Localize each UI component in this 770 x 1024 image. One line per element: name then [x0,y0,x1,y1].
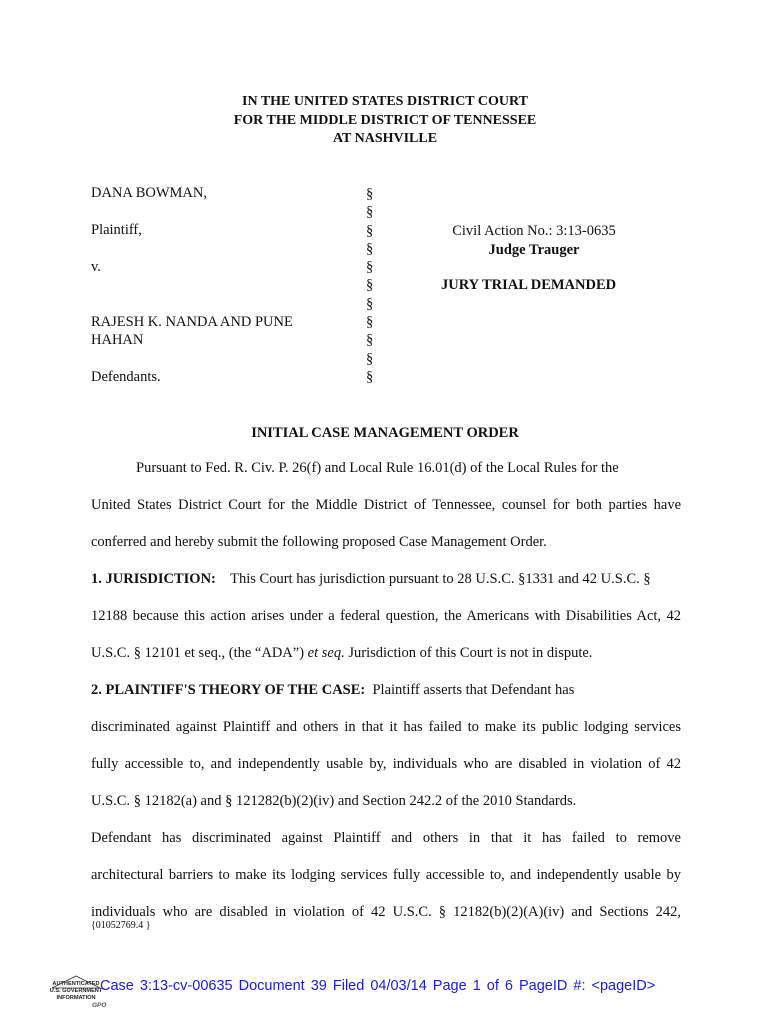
section-symbol: § [366,240,374,257]
court-line-2: FOR THE MIDDLE DISTRICT OF TENNESSEE [233,112,537,128]
jurisdiction-text: This Court has jurisdiction pursuant to 28 U.S.C. §1331 and 42 U.S.C. § [230,571,651,587]
paragraph-line: individuals who are disabled in violation of 42 U.S.C. § 12182(b)(2)(A)(iv) and Sections 242, [91,904,681,920]
text-span: U.S.C. § 12101 et seq., (the “ADA”) [91,645,308,661]
paragraph-line: architectural barriers to make its lodging services fully accessible to, and independently usable by [91,867,681,883]
section-symbol: § [366,295,374,312]
plaintiff-role: Plaintiff, [91,222,142,238]
paragraph-line [91,645,592,662]
document-id: {01052769.4 } [91,920,151,931]
defendant-name-line-1: RAJESH K. NANDA AND PUNE [91,314,293,330]
section-symbol: § [366,277,374,294]
section-symbol: § [366,204,374,221]
italic-citation: et seq. [307,645,345,661]
versus: v. [91,259,101,275]
jurisdiction-section-line [91,571,651,588]
theory-heading: 2. PLAINTIFF'S THEORY OF THE CASE: [91,682,366,698]
paragraph-line: U.S.C. § 12182(a) and § 121282(b)(2)(iv) and Section 242.2 of the 2010 Standards. [91,793,577,809]
court-footer [0,970,770,1010]
section-symbol: § [366,259,374,276]
defendant-role: Defendants. [91,369,161,385]
text-span: Jurisdiction of this Court is not in dispute. [344,645,593,661]
case-info [444,222,624,260]
paragraph-line: conferred and hereby submit the following proposed Case Management Order. [91,534,547,550]
section-symbol: § [366,332,374,349]
section-symbol: § [366,350,374,367]
court-line-1: IN THE UNITED STATES DISTRICT COURT [242,94,528,109]
court-header [0,93,770,149]
court-line-3: AT NASHVILLE [332,131,438,146]
section-symbol: § [366,186,374,202]
svg-text:U.S. GOVERNMENT: U.S. GOVERNMENT [49,988,103,994]
jurisdiction-heading: 1. JURISDICTION: [91,571,216,587]
plaintiff-name: DANA BOWMAN, [91,185,207,201]
paragraph-line: discriminated against Plaintiff and others in that it has failed to make its public lodging services [91,719,681,735]
paragraph-line: Pursuant to Fed. R. Civ. P. 26(f) and Local Rule 16.01(d) of the Local Rules for the [136,460,619,476]
theory-text: Plaintiff asserts that Defendant has [372,682,575,698]
paragraph-line: United States District Court for the Middle District of Tennessee, counsel for both parties have [91,497,681,513]
theory-section-line [91,682,574,699]
paragraph-line: 12188 because this action arises under a federal question, the Americans with Disabilities Act, 42 [91,608,681,624]
section-symbol: § [366,314,374,331]
section-symbol-column [366,185,378,386]
section-symbol: § [366,368,374,385]
paragraph-line: Defendant has discriminated against Plaintiff and others in that it has failed to remove [91,830,681,846]
jury-demand: JURY TRIAL DEMANDED [441,277,617,293]
judge-name: Judge Trauger [488,242,580,258]
defendant-name-line-2: HAHAN [91,332,144,348]
order-title: INITIAL CASE MANAGEMENT ORDER [251,425,519,441]
paragraph-line: fully accessible to, and independently usable by, individuals who are disabled in violation of 42 [91,756,681,772]
svg-text:GPO: GPO [92,1002,107,1009]
svg-text:AUTHENTICATED: AUTHENTICATED [52,981,100,987]
filing-stamp: Case 3:13-cv-00635 Document 39 Filed 04/03/14 Page 1 of 6 PageID #: <pageID> [100,978,656,994]
civil-action-number: Civil Action No.: 3:13-0635 [452,223,616,239]
svg-text:INFORMATION: INFORMATION [56,995,96,1001]
section-symbol: § [366,222,374,239]
